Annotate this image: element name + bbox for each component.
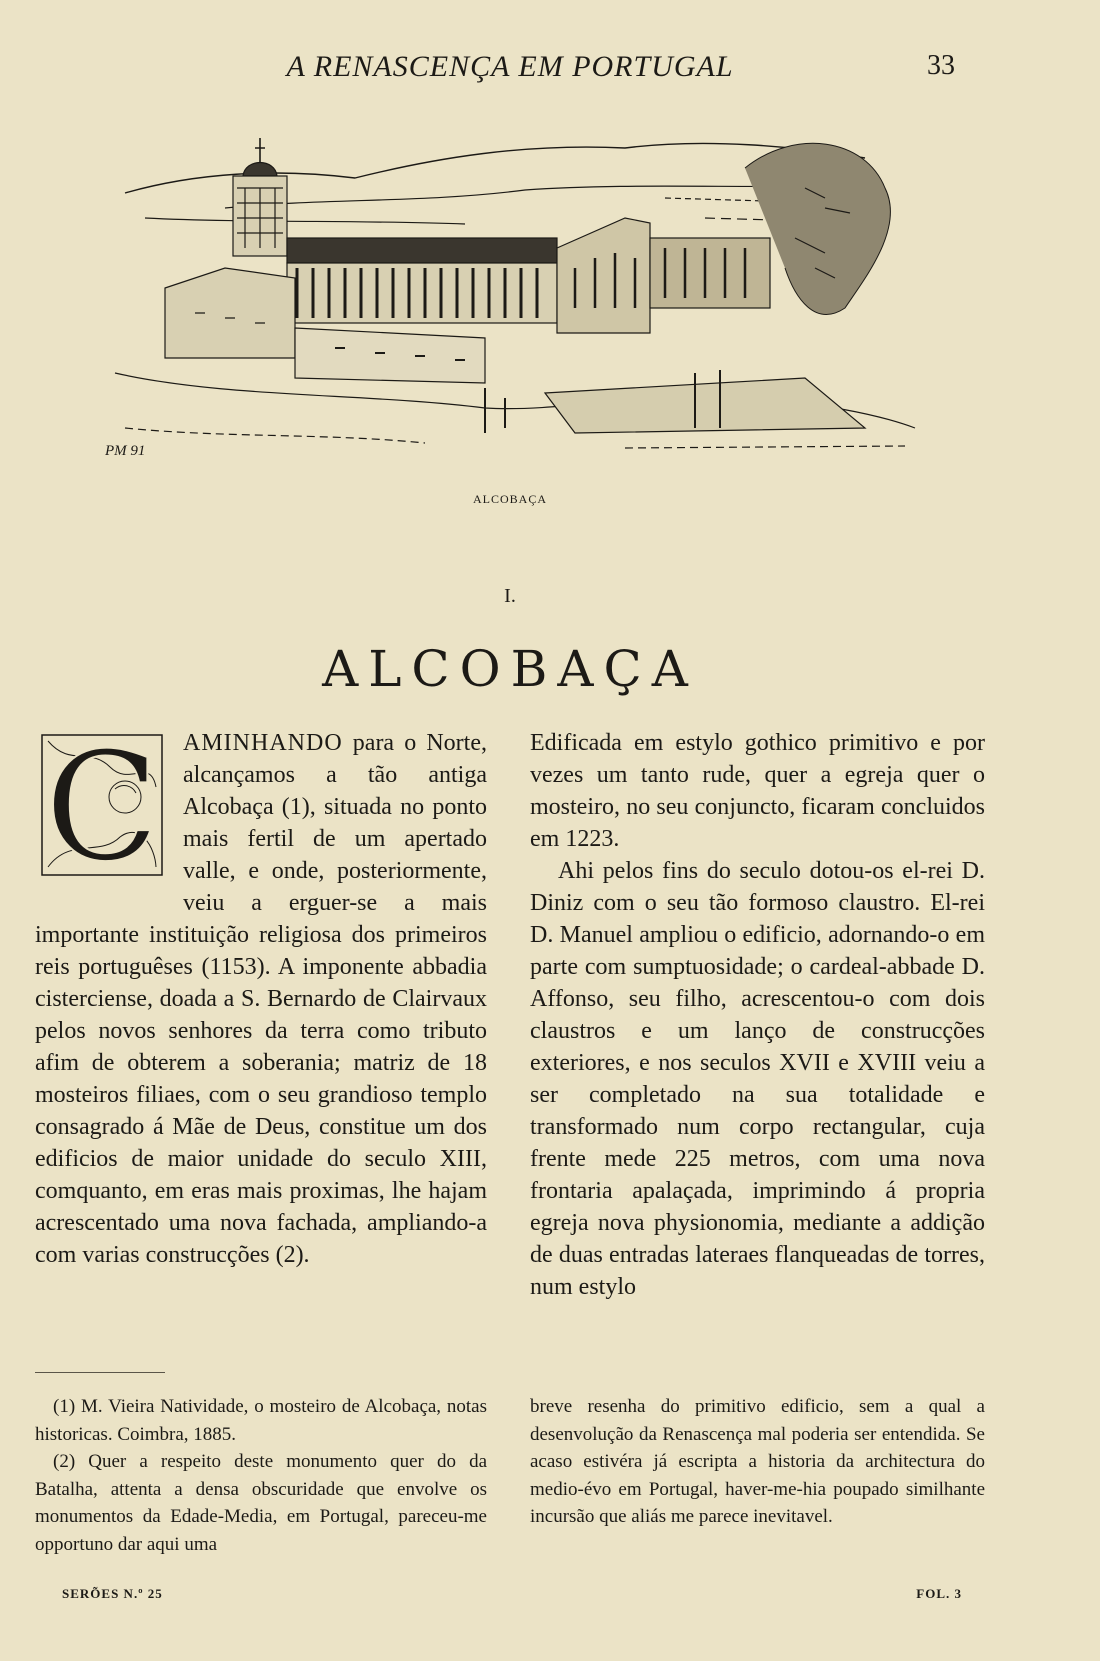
engraving-drawing (105, 128, 925, 478)
left-paragraph-text: para o Norte, alcançamos a tão antiga Alcobaça (1), situada no ponto mais fertil de um apertado valle, e onde, posteriormente, veiu a erguer-se a mais importante instituição religiosa dos primeiros reis portuguêses (1153). A imponente abbadia cisterciense, doada a S. Bernardo de Clairvaux pelos novos senhores da terra como tributo afim de obterem a soberania; matriz de 18 mosteiros filiaes, com o seu grandioso templo consagrado á Mãe de Deus, constitue um dos edificios de maior unidade do seculo XIII, comquanto, em eras mais proximas, lhe hajam acrescentado uma nova fachada, ampliando-a com varias construcções (2). (35, 730, 487, 1268)
ornamental-dropcap (30, 727, 175, 887)
body-column-right (530, 727, 985, 1303)
chapter-title: ALCOBAÇA (322, 640, 698, 698)
body-paragraph-right-1: Edificada em estylo gothico primitivo e por vezes um tanto rude, quer a egreja quer o mosteiro, no seu conjuncto, ficaram concluidos em 1223. (530, 730, 985, 852)
body-column-left (35, 727, 487, 1271)
footnote-rule (35, 1372, 165, 1373)
signature-left: SERÕES N.º 25 (62, 1586, 163, 1601)
opening-word: AMINHANDO (183, 730, 343, 756)
footnote-1: (1) M. Vieira Natividade, o mosteiro de Alcobaça, notas historicas. Coimbra, 1885. (35, 1396, 487, 1445)
chapter-number: I. (504, 585, 516, 607)
footnote-2: (2) Quer a respeito deste monumento quer do da Batalha, attenta a densa obscuridade que envolve os monumentos da Edade-Media, em Portugal, pareceu-me opportuno dar aqui uma (35, 1451, 487, 1555)
dropcap-ornament (30, 727, 175, 887)
running-head (0, 50, 1100, 90)
page-number: 33 (927, 50, 955, 81)
footnote-2-continued: breve resenha do primitivo edificio, sem a qual a desenvolução da Renascença mal poderia ser entendida. Se acaso estivéra já escripta a historia da architectura do medio-évo em Portugal, haver-me-hia poupado similhante incursão que aliás me parece inevitavel. (530, 1396, 985, 1527)
footnotes-left (35, 1393, 487, 1558)
footnotes-right (530, 1393, 985, 1531)
artist-signature: PM 91 (105, 443, 146, 459)
body-paragraph-right-2: Ahi pelos fins do seculo dotou-os el-rei D. Diniz com o seu tão formoso claustro. El-rei D. Manuel ampliou o edificio, adornando-o em parte com sumptuosidade; o cardeal-abbade D. Affonso, seu filho, acrescentou-o com dois claustros e um lanço de construcções exteriores, e nos seculos XVII e XVIII veiu a ser completado na sua totalidade e transformado num corpo rectangular, cuja frente mede 225 metros, com uma nova frontaria apalaçada, imprimindo á propria egreja nova physionomia, mediante a addição de duas entradas lateraes flanqueadas de torres, num estylo (530, 858, 985, 1300)
illustration-caption: ALCOBAÇA (472, 492, 547, 506)
dropcap-letter: C (44, 727, 160, 887)
alcobaca-monastery-engraving (105, 128, 925, 478)
signature-right: FOL. 3 (916, 1586, 962, 1601)
running-title: A RENASCENÇA EM PORTUGAL (286, 50, 734, 83)
